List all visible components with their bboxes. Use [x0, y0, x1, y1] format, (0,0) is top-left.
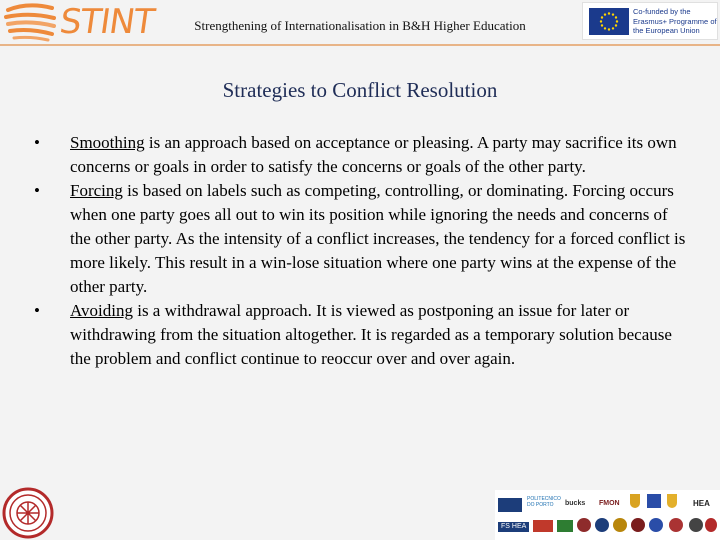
stint-logo: [0, 0, 170, 44]
partner-logos: [495, 490, 720, 540]
partner-logo-row2-1: [533, 520, 553, 532]
header-divider: [0, 44, 720, 46]
partner-logo-politecnico: POLITECNICO DO PORTO: [527, 496, 561, 508]
partner-logo-row2-10: [705, 518, 717, 532]
bullet-item-forcing: [30, 179, 690, 299]
partner-logo-bucks: bucks: [565, 500, 586, 507]
header: [0, 0, 720, 44]
partner-logo-row2-9: [689, 518, 703, 532]
partner-logo-row2-5: [613, 518, 627, 532]
stint-swirl-icon: [4, 0, 60, 44]
project-title: Strengthening of Internationalisation in B&H Higher Education: [194, 18, 526, 33]
partner-logo-fs-hea: FS HEA: [498, 522, 529, 532]
bullet-icon: •: [34, 133, 40, 152]
stint-logo-text: STINT: [57, 2, 157, 42]
bullet-list: [30, 131, 690, 371]
partner-logo-row2-3: [577, 518, 591, 532]
slide-title: Strategies to Conflict Resolution: [222, 78, 498, 102]
bullet-text: is based on labels such as competing, controlling, or dominating. Forcing occurs when one party goes all out to win its position while ignoring the needs and concerns of the other party. As the intensity of a conflict increases, the tendency for a forced conflict is more likely. This result in a win-lose situation where one party wins at the expense of the other party.: [70, 181, 686, 296]
eu-flag-icon: [589, 8, 629, 35]
partner-logo-1: [498, 498, 522, 512]
partner-logo-row2-6: [631, 518, 645, 532]
partner-logo-row2-4: [595, 518, 609, 532]
bullet-term: Smoothing: [70, 133, 145, 152]
partner-logo-row2-8: [669, 518, 683, 532]
bullet-icon: •: [34, 301, 40, 320]
partner-logo-hea: HEA: [693, 499, 710, 508]
bullet-text: is a withdrawal approach. It is viewed as postponing an issue for later or withdrawing from the situation altogether. It is regarded as a temporary solution because the problem and conflict continue to reoccur over and over again.: [70, 301, 672, 368]
erasmus-cofunding-badge: [582, 2, 718, 40]
university-seal-icon: [2, 487, 54, 539]
partner-logo-row2-2: [557, 520, 573, 532]
bullet-term: Avoiding: [70, 301, 133, 320]
bullet-term: Forcing: [70, 181, 123, 200]
bullet-text: is an approach based on acceptance or pleasing. A party may sacrifice its own concerns or goals in order to satisfy the concerns or goals of the other party.: [70, 133, 677, 176]
eu-funding-label: Co-funded by the Erasmus+ Programme of the European Union: [633, 7, 717, 36]
bullet-item-smoothing: [30, 131, 690, 179]
bullet-icon: •: [34, 181, 40, 200]
partner-logo-row2-7: [649, 518, 663, 532]
partner-logo-fmon: FMON: [599, 500, 620, 507]
partner-logo-shield-3: [667, 494, 677, 508]
partner-logo-shield-2: [647, 494, 661, 508]
partner-logo-shield-1: [630, 494, 640, 508]
bullet-item-avoiding: [30, 299, 690, 371]
